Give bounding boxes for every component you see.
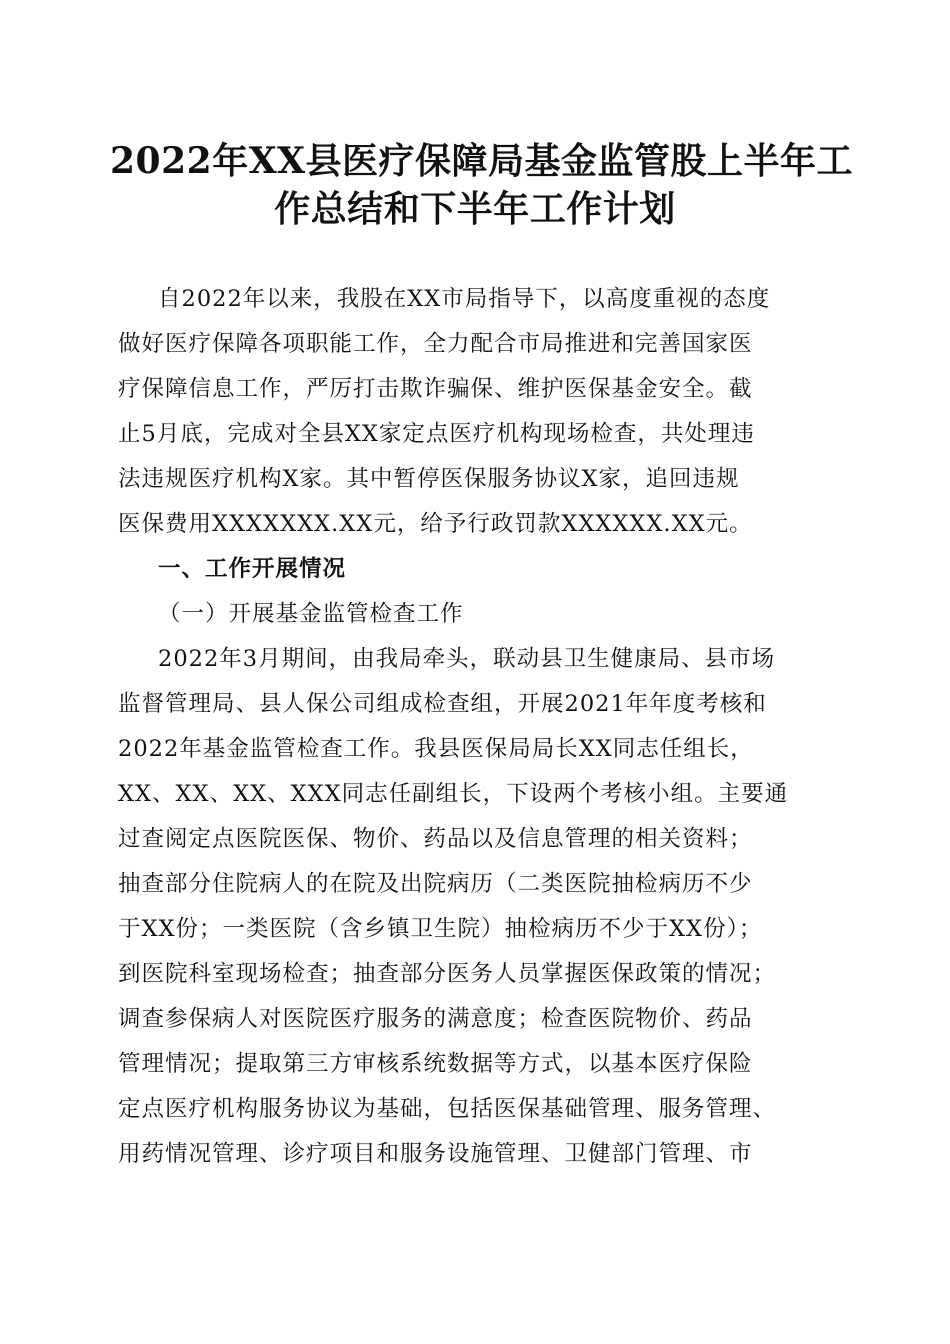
paragraph-line: 到医院科室现场检查；抽查部分医务人员掌握医保政策的情况； [118, 961, 777, 987]
subsection-heading: （一）开展基金监管检查工作 [158, 601, 464, 627]
paragraph-line: 过查阅定点医院医保、物价、药品以及信息管理的相关资料； [118, 826, 753, 852]
paragraph-line: 医保费用XXXXXXX.XX元，给予行政罚款XXXXXX.XX元。 [118, 511, 753, 537]
paragraph-line: 自2022年以来，我股在XX市局指导下，以高度重视的态度 [158, 286, 771, 312]
paragraph-line: 于XX份；一类医院（含乡镇卫生院）抽检病历不少于XX份）； [118, 916, 763, 942]
paragraph-line: 止5月底，完成对全县XX家定点医疗机构现场检查，共处理违 [118, 421, 755, 447]
paragraph-line: 2022年3月期间，由我局牵头，联动县卫生健康局、县市场 [158, 646, 776, 672]
paragraph-line: 抽查部分住院病人的在院及出院病历（二类医院抽检病历不少 [118, 871, 753, 897]
paragraph-line: 用药情况管理、诊疗项目和服务设施管理、卫健部门管理、市 [118, 1141, 753, 1167]
paragraph-line: 定点医疗机构服务协议为基础，包括医保基础管理、服务管理、 [118, 1096, 777, 1122]
paragraph-line: 法违规医疗机构X家。其中暂停医保服务协议X家，追回违规 [118, 466, 740, 492]
paragraph-line: XX、XX、XX、XXX同志任副组长，下设两个考核小组。主要通 [118, 781, 789, 807]
document-title-line-2: 作总结和下半年工作计划 [274, 188, 676, 230]
document-body [118, 277, 838, 1177]
paragraph-line: 做好医疗保障各项职能工作，全力配合市局推进和完善国家医 [118, 331, 753, 357]
paragraph-line: 监督管理局、县人保公司组成检查组，开展2021年年度考核和 [118, 691, 767, 717]
section-heading: 一、工作开展情况 [158, 556, 347, 582]
paragraph-line: 调查参保病人对医院医疗服务的满意度；检查医院物价、药品 [118, 1006, 753, 1032]
paragraph-line: 管理情况；提取第三方审核系统数据等方式，以基本医疗保险 [118, 1051, 753, 1077]
paragraph-line: 2022年基金监管检查工作。我县医保局局长XX同志任组长， [118, 736, 754, 762]
document-title-line-1: 2022年XX县医疗保障局基金监管股上半年工 [110, 140, 854, 182]
paragraph-line: 疗保障信息工作，严厉打击欺诈骗保、维护医保基金安全。截 [118, 376, 753, 402]
